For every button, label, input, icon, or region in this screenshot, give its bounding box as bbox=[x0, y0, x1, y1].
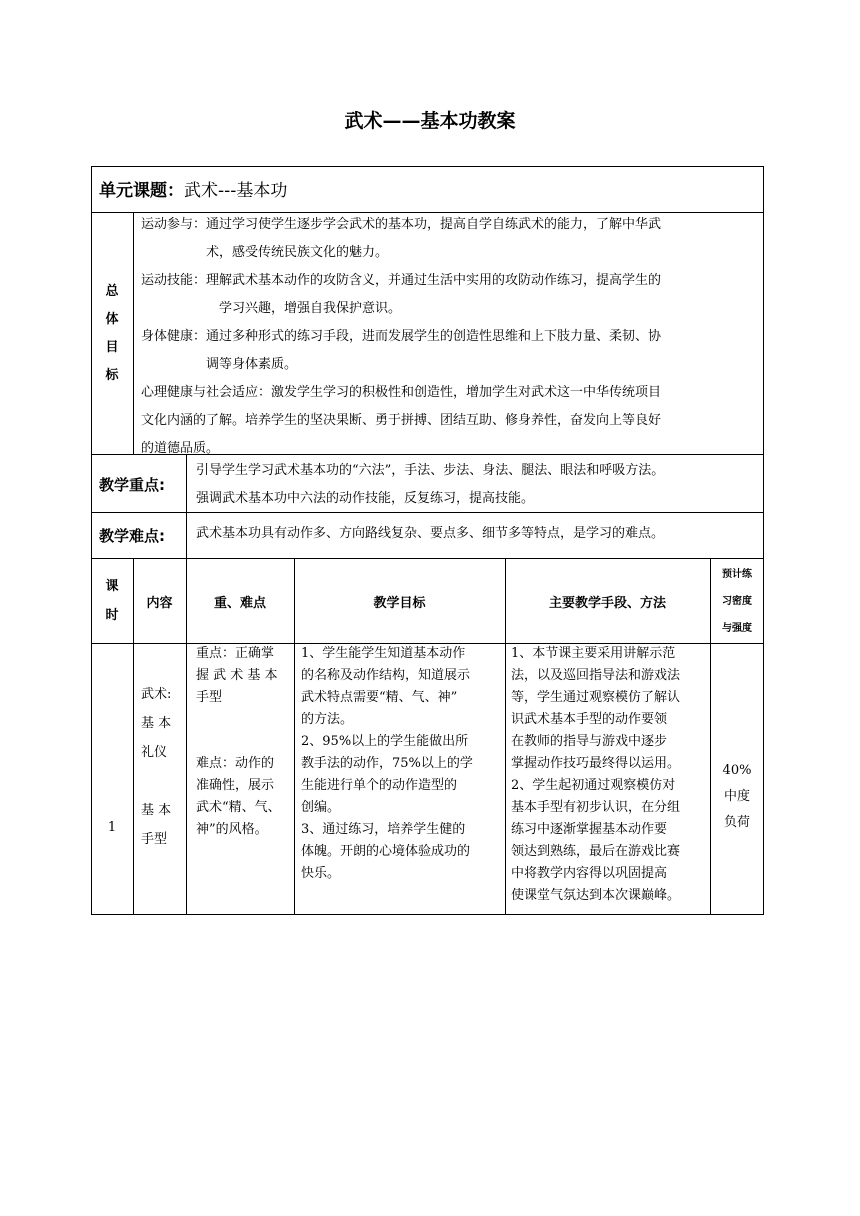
row-content: 武术: 基 本 礼仪 基 本 手型 bbox=[141, 687, 172, 847]
health-label: 身体健康： bbox=[141, 329, 207, 344]
row-key-difficult: 重点：正确掌 握 武 术 基 本 手型 难点：动作的 准确性，展示 武术“精、气、 神”的风格。 bbox=[196, 646, 281, 837]
skills-label: 运动技能： bbox=[141, 273, 207, 288]
header-methods: 主要教学手段、方法 bbox=[548, 596, 666, 611]
difficulties-text: 武术基本功具有动作多、方向路线复杂、要点多、细节多等特点，是学习的难点。 bbox=[196, 526, 665, 541]
key-points-text: 引导学生学习武术基本功的“六法”，手法、步法、身法、腿法、眼法和呼吸方法。 强调武术基本功中六法的动作技能，反复练习，提高技能。 bbox=[196, 463, 665, 506]
document-title: 武术——基本功教案 bbox=[344, 110, 516, 132]
difficulties-label: 教学难点: bbox=[99, 527, 165, 545]
header-objectives: 教学目标 bbox=[373, 596, 426, 611]
header-density: 预计练 习密度 与强度 bbox=[722, 569, 752, 634]
row-methods: 1、本节课主要采用讲解示范 法，以及巡回指导法和游戏法 等，学生通过观察模仿了解认 识武术基本手型的动作要领 在教师的指导与游戏中逐步 掌握动作技巧最终得以运用。 2、学生起初通过观察模仿对 基本手型有初步认识，在分组 练习中逐渐掌握基本动作要 领达到熟练，最后在游戏比赛 中将教学内容得以巩固提高 使课堂气氛达到本次课巅峰。 bbox=[511, 646, 681, 903]
row-density: 40% 中度 负荷 bbox=[722, 763, 752, 830]
unit-value: 武术---基本功 bbox=[184, 181, 288, 201]
row-period: 1 bbox=[107, 820, 117, 835]
unit-topic bbox=[99, 176, 287, 201]
key-points-label: 教学重点: bbox=[99, 476, 165, 494]
goals-text: 运动参与：通过学习使学生逐步学会武术的基本功，提高自学自练武术的能力，了解中华武 术，感受传统民族文化的魅力。 运动技能：理解武术基本动作的攻防含义，并通过生活中实用的攻防动作练习，提高学生的 学习兴趣，增强自我保护意识。 身体健康：通过多种形式的练习手段，进而发展学生的创造性思维和上下肢力量、柔韧、协 调等身体素质。 心理健康与社会适应：激发学生学习的积极性和创造性，增加学生对武术这一中华传统项目 文化内涵的了解。培养学生的坚决果断、勇于拼搏、团结互助、修身养性，奋发向上等良好 的道德品质。 bbox=[141, 217, 662, 456]
participation-label: 运动参与： bbox=[141, 217, 207, 232]
row-objectives: 1、学生能学生知道基本动作 的名称及动作结构，知道展示 武术特点需要“精、气、神” 的方法。 2、95%以上的学生能做出所 教手法的动作，75%以上的学 生能进行单个的动作造型的 创编。 3、通过练习，培养学生健的 体魄。开朗的心境体验成功的 快乐。 bbox=[301, 646, 473, 881]
goals-label: 总 体 目 标 bbox=[105, 284, 119, 383]
header-content: 内容 bbox=[146, 596, 173, 611]
header-period: 课 时 bbox=[105, 579, 119, 623]
header-key-difficult: 重、难点 bbox=[213, 596, 266, 611]
unit-label: 单元课题： bbox=[99, 181, 184, 201]
